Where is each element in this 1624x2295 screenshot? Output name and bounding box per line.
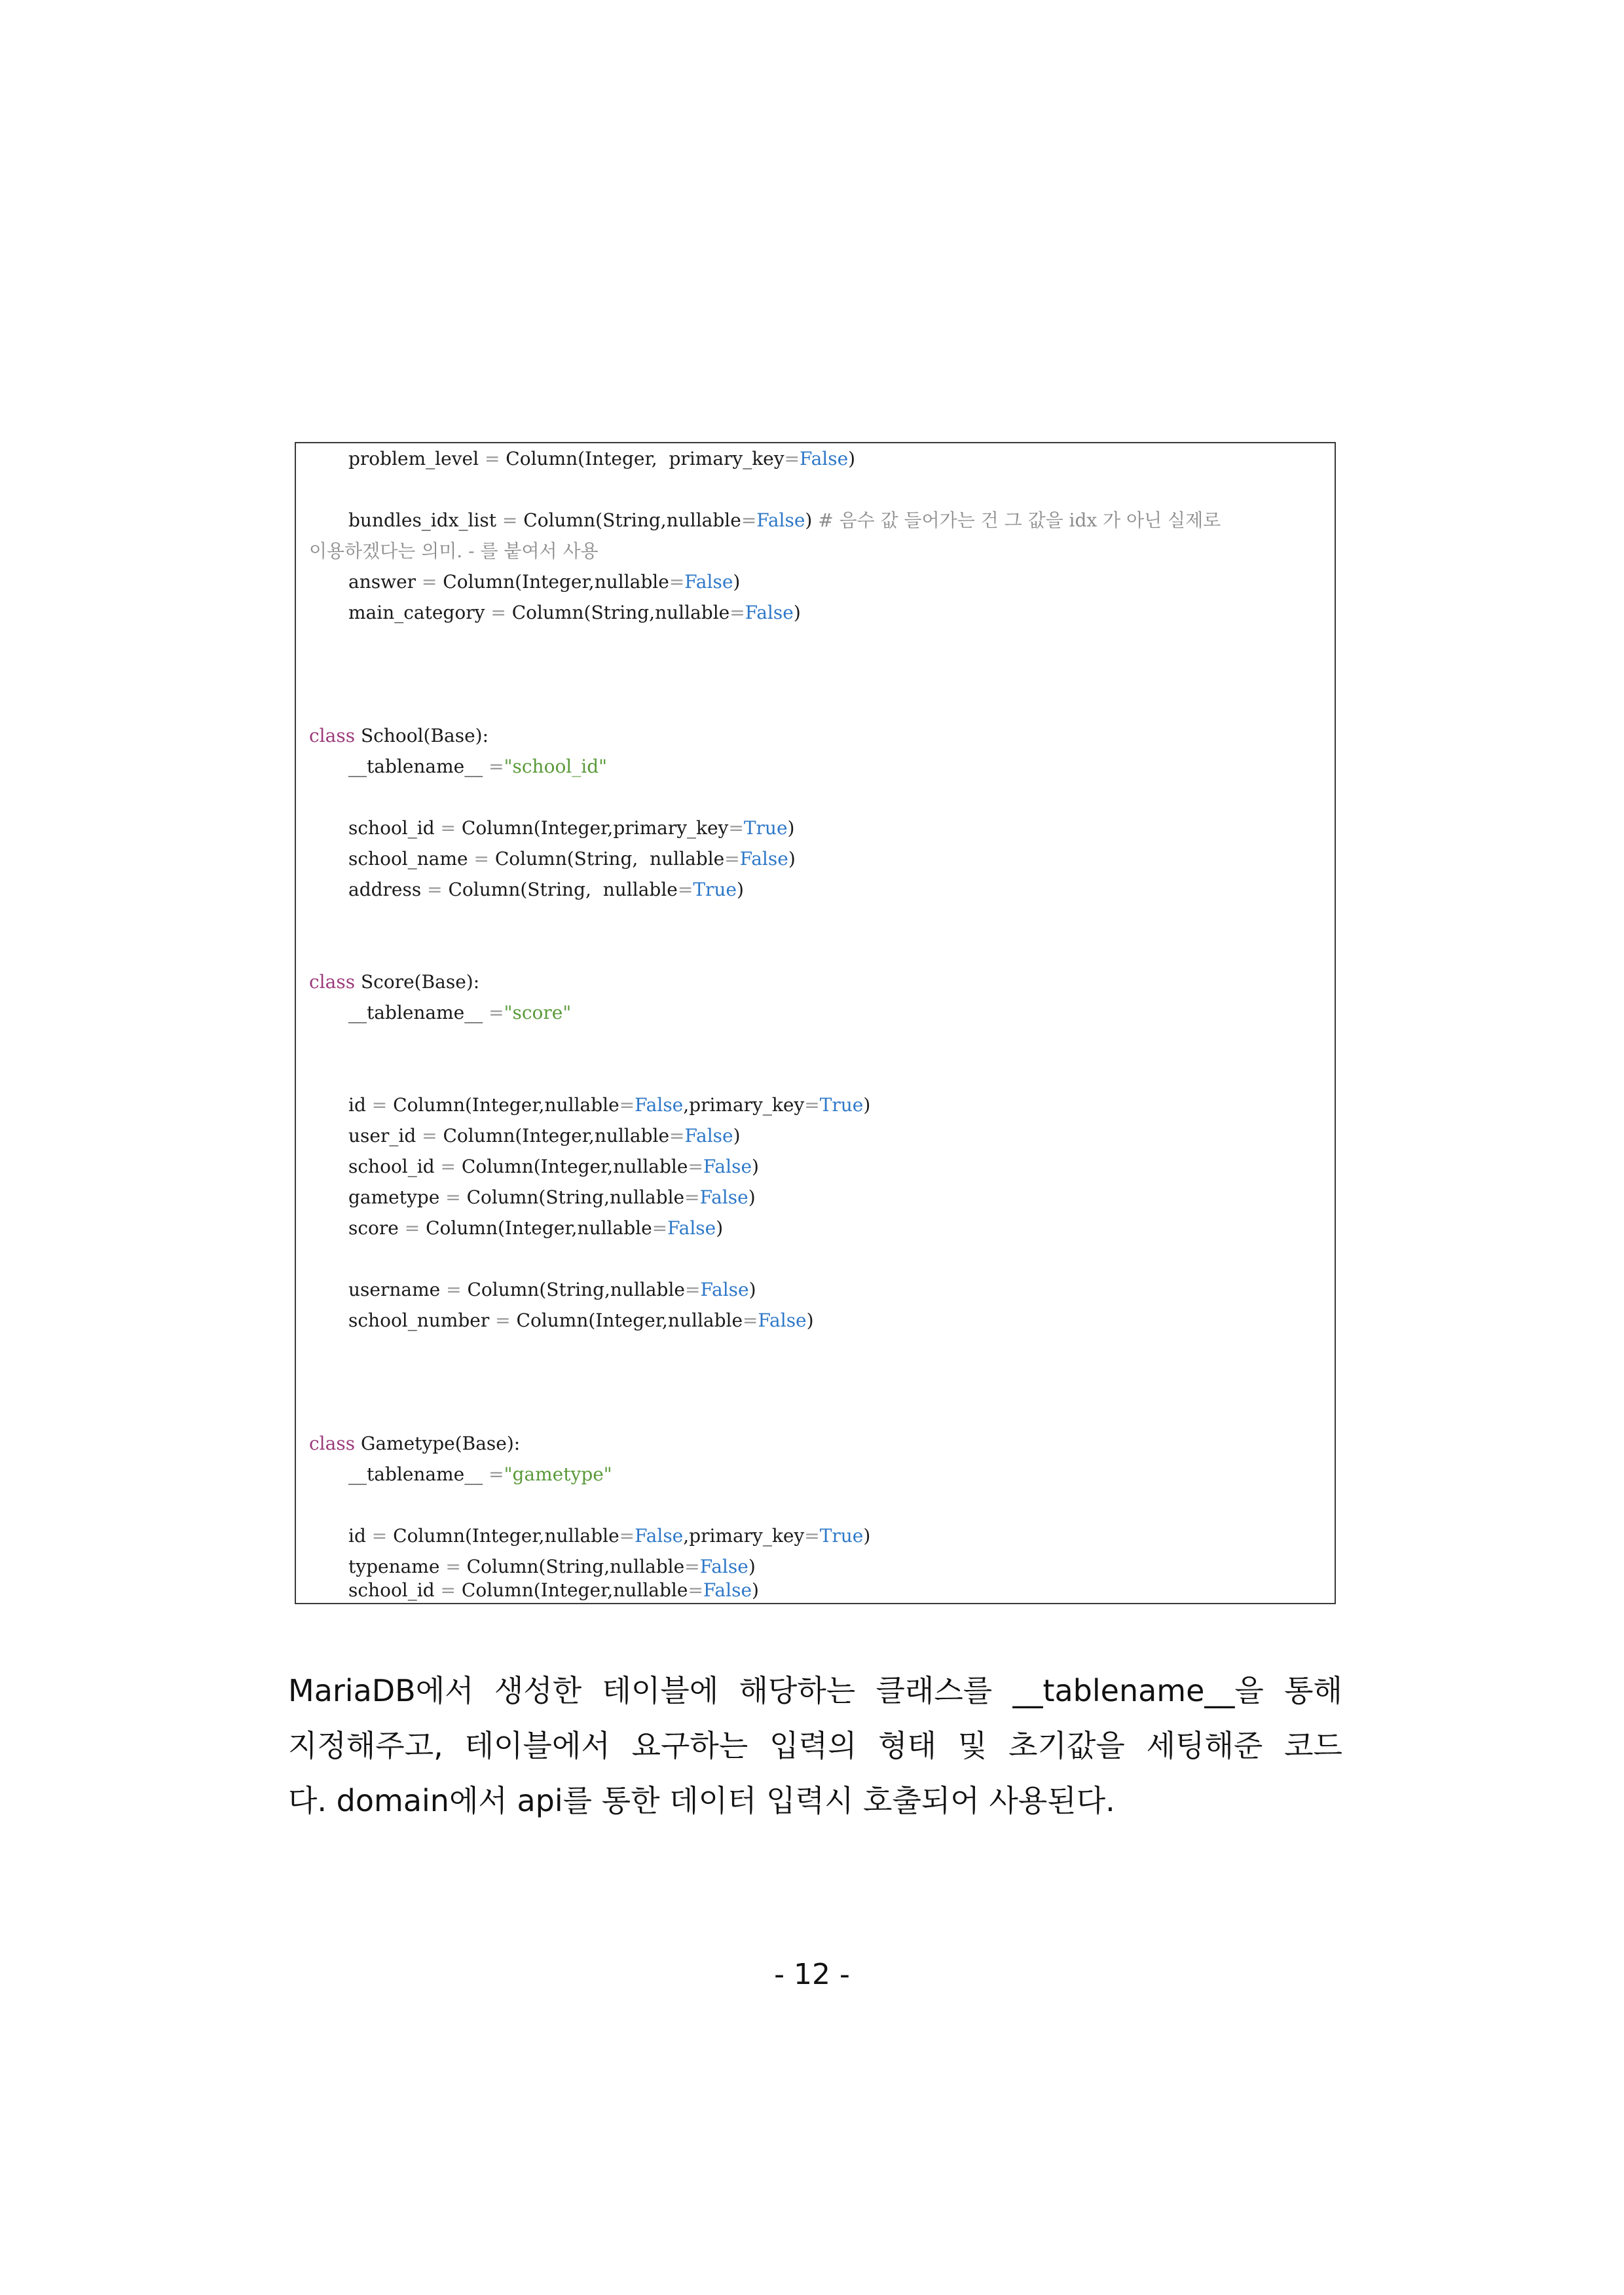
body-paragraph-line: 지정해주고, 테이블에서 요구하는 입력의 형태 및 초기값을 세팅해준 코드 xyxy=(288,1728,1342,1763)
code-line: typename = Column(String,nullable=False) xyxy=(348,1556,756,1577)
code-line: id = Column(Integer,nullable=False,primary_key=True) xyxy=(348,1094,871,1116)
code-line: school_id = Column(Integer,nullable=False) xyxy=(348,1579,759,1601)
class-definition-school: class School(Base): xyxy=(309,725,489,746)
code-line: answer = Column(Integer,nullable=False) xyxy=(348,571,741,593)
code-line: address = Column(String, nullable=True) xyxy=(348,879,744,900)
class-definition-gametype: class Gametype(Base): xyxy=(309,1433,521,1454)
code-line: school_id = Column(Integer,nullable=False) xyxy=(348,1156,759,1177)
code-line: __tablename__ ="gametype" xyxy=(348,1463,612,1485)
code-line: id = Column(Integer,nullable=False,primary_key=True) xyxy=(348,1525,871,1547)
code-line: score = Column(Integer,nullable=False) xyxy=(348,1217,724,1239)
code-line: __tablename__ ="score" xyxy=(348,1002,572,1023)
code-line: gametype = Column(String,nullable=False) xyxy=(348,1186,756,1208)
code-line: school_id = Column(Integer,primary_key=True) xyxy=(348,817,795,839)
code-line: username = Column(String,nullable=False) xyxy=(348,1279,756,1300)
code-comment: 이용하겠다는 의미. - 를 붙여서 사용 xyxy=(309,540,599,562)
code-line: bundles_idx_list = Column(String,nullable=False) # 음수 값 들어가는 건 그 값을 idx 가 아닌 실제로 xyxy=(348,509,1221,531)
code-line: main_category = Column(String,nullable=False) xyxy=(348,602,801,623)
code-line: school_name = Column(String, nullable=False) xyxy=(348,848,796,870)
page-number: - 12 - xyxy=(774,1958,850,1991)
class-definition-score: class Score(Base): xyxy=(309,971,480,993)
code-line: user_id = Column(Integer,nullable=False) xyxy=(348,1125,741,1147)
code-line: __tablename__ ="school_id" xyxy=(348,756,608,777)
code-comment: # 음수 값 들어가는 건 그 값을 idx 가 아닌 실제로 xyxy=(818,509,1221,531)
code-line: school_number = Column(Integer,nullable=False) xyxy=(348,1310,814,1331)
code-block xyxy=(295,442,1336,1604)
code-line: problem_level = Column(Integer, primary_key=False) xyxy=(348,448,856,469)
body-paragraph-line: MariaDB에서 생성한 테이블에 해당하는 클래스를 __tablename__을 통해 xyxy=(288,1673,1342,1708)
body-paragraph-line: 다. domain에서 api를 통한 데이터 입력시 호출되어 사용된다. xyxy=(288,1783,1115,1818)
